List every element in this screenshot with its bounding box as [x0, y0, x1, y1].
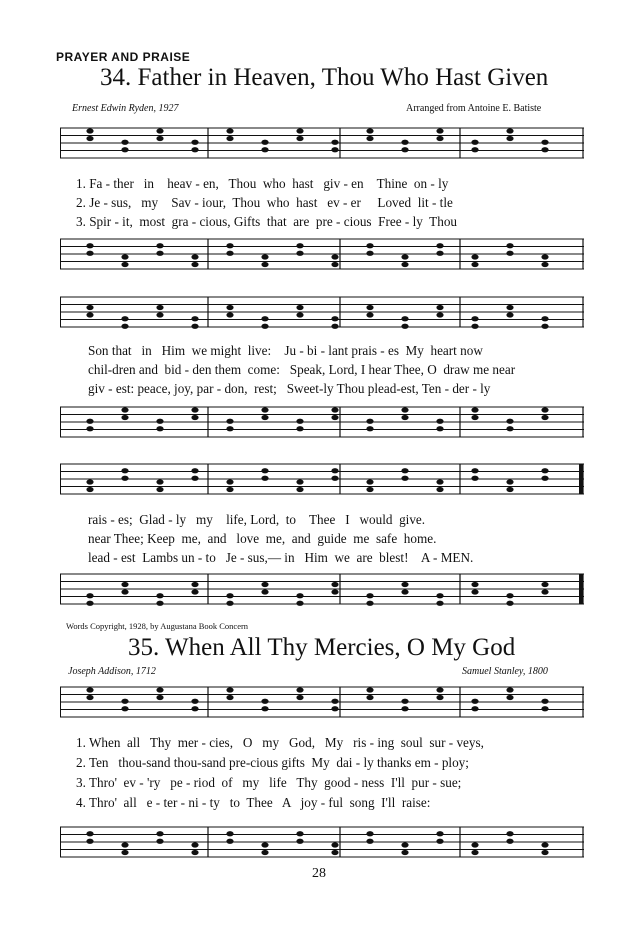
lyric-line: 1. When all Thy mer - cies, O my God, My ris - ing soul sur - veys,	[76, 735, 484, 750]
copyright-note: Words Copyright, 1928, by Augustana Book Concern	[66, 621, 249, 631]
lyric-line: giv - est: peace, joy, par - don, rest; Sweet-ly Thou plead-est, Ten - der - ly	[88, 381, 491, 396]
bass-staff	[60, 826, 584, 859]
hymn-35-composer: Samuel Stanley, 1800	[462, 666, 548, 677]
lyric-line: 2. Je - sus, my Sav - iour, Thou who hast ev - er Loved lit - tle	[76, 195, 453, 210]
hymn-34-title: 34. Father in Heaven, Thou Who Hast Given	[100, 64, 549, 91]
treble-staff	[60, 463, 584, 496]
bass-staff	[60, 573, 584, 606]
lyric-line: 3. Thro' ev - 'ry pe - riod of my life Thy good - ness I'll pur - sue;	[76, 775, 462, 790]
treble-staff	[60, 686, 584, 719]
bass-staff	[60, 238, 584, 271]
treble-staff	[60, 296, 584, 329]
bass-staff	[60, 406, 584, 439]
lyric-line: 4. Thro' all e - ter - ni - ty to Thee A joy - ful song I'll raise:	[76, 795, 431, 810]
lyric-line: Son that in Him we might live: Ju - bi - lant prais - es My heart now	[88, 343, 483, 358]
lyric-line: 3. Spir - it, most gra - cious, Gifts that are pre - cious Free - ly Thou	[76, 214, 458, 229]
lyric-line: chil-dren and bid - den them come: Speak, Lord, I hear Thee, O draw me near	[88, 362, 516, 377]
treble-staff	[60, 127, 584, 160]
lyric-line: lead - est Lambs un - to Je - sus,— in Him we are blest! A - MEN.	[88, 550, 474, 565]
hymn-35-author: Joseph Addison, 1712	[68, 666, 156, 677]
page-number: 28	[312, 866, 326, 881]
lyric-line: rais - es; Glad - ly my life, Lord, to Thee I would give.	[88, 512, 426, 527]
hymn-34-author: Ernest Edwin Ryden, 1927	[72, 103, 179, 114]
hymn-34-arranger: Arranged from Antoine E. Batiste	[406, 103, 542, 114]
hymn-35-title: 35. When All Thy Mercies, O My God	[128, 634, 516, 661]
lyric-line: 2. Ten thou-sand thou-sand pre-cious gifts My dai - ly thanks em - ploy;	[76, 755, 469, 770]
lyric-line: 1. Fa - ther in heav - en, Thou who hast giv - en Thine on - ly	[76, 176, 449, 191]
lyric-line: near Thee; Keep me, and love me, and guide me safe home.	[88, 531, 437, 546]
section-label: PRAYER AND PRAISE	[56, 50, 191, 64]
